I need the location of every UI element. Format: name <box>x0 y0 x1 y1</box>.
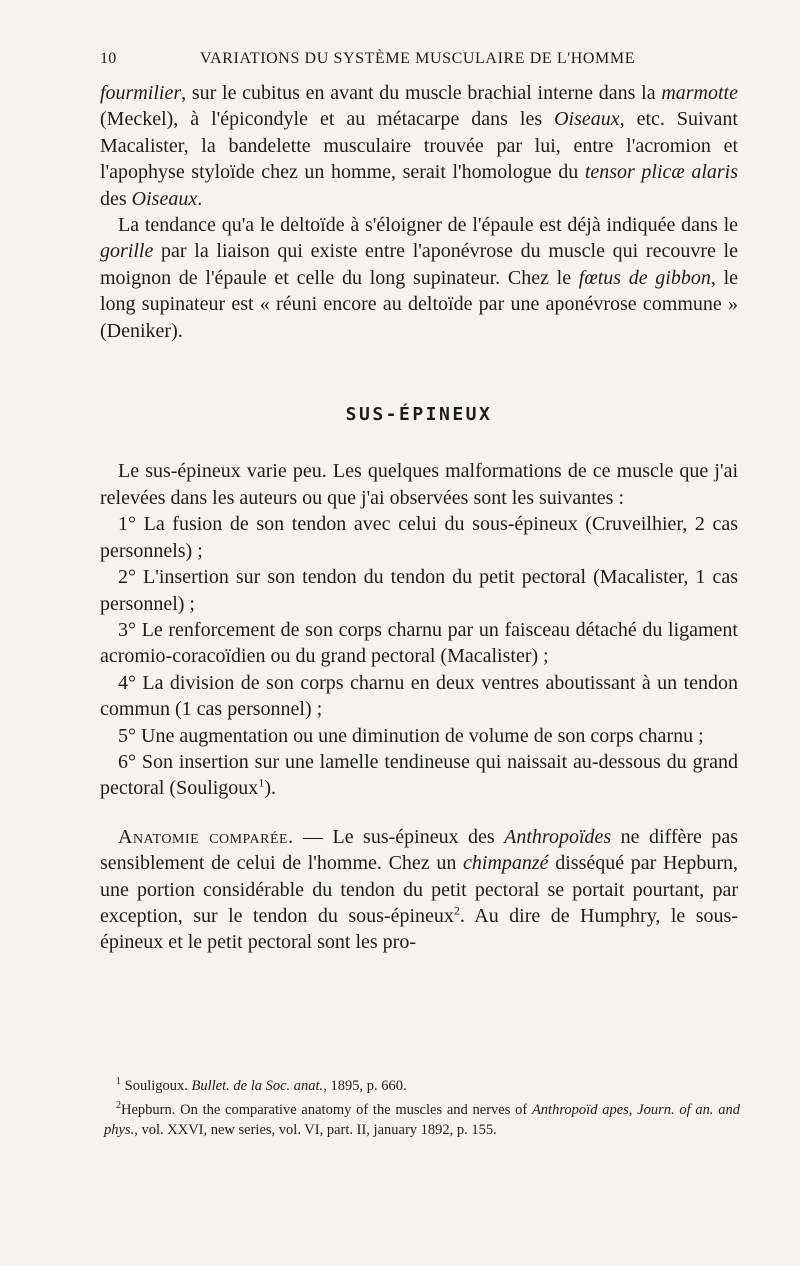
footnote-1 <box>104 1076 740 1096</box>
text-run: , 1895, p. 660. <box>323 1078 407 1094</box>
text-run: chimpanzé <box>463 852 549 875</box>
text-run: des <box>100 187 132 210</box>
running-header <box>100 50 740 76</box>
text-run: 2 <box>453 903 460 918</box>
text-run: Bullet. de la Soc. anat. <box>191 1078 324 1094</box>
footnote-2-text <box>104 1102 740 1138</box>
text-run: Anthropoïd apes <box>531 1102 629 1118</box>
text-run: Oiseaux <box>554 108 620 131</box>
text-run: marmotte <box>661 82 738 104</box>
text-run: ne diffère pas sensiblement de celui de l'homme. Chez un <box>100 825 739 875</box>
list-item-5: 5° Une augmentation ou une diminution de volume de son corps charnu ; <box>118 724 704 747</box>
footnote-1-text <box>121 1078 407 1094</box>
text-run: — Le sus-épineux des <box>293 825 505 848</box>
list-item-6-end: ). <box>264 777 276 800</box>
intro-paragraph-2 <box>100 212 738 344</box>
text-run: La tendance qu'a le deltoïde à s'éloigner de l'épaule est déjà indiquée dans le <box>118 214 738 237</box>
footnote-2 <box>104 1100 740 1140</box>
text-run: Journ. of an. and phys. <box>104 1102 740 1138</box>
footnote-1-mark: 1 <box>116 1076 121 1088</box>
text-run: , le long supinateur est « réuni encore au deltoïde par une aponévrose commune » (Deniker). <box>100 266 739 342</box>
running-title: VARIATIONS DU SYSTÈME MUSCULAIRE DE L'HOMME <box>200 50 636 67</box>
text-run: gorille <box>100 240 154 263</box>
text-run: Hepburn. On the comparative anatomy of the muscles and nerves of <box>121 1102 532 1118</box>
list-item-4: 4° La division de son corps charnu en deux ventres aboutissant à un tendon commun (1 cas personnel) ; <box>100 671 738 721</box>
text-run: , sur le cubitus en avant du muscle brachial interne dans la <box>181 82 662 104</box>
page-number: 10 <box>100 50 117 67</box>
list-item-3: 3° Le renforcement de son corps charnu par un faisceau détaché du ligament acromio-coracoïdien ou du grand pectoral (Macalister) ; <box>100 618 738 668</box>
list-item-2: 2° L'insertion sur son tendon du tendon du petit pectoral (Macalister, 1 cas personnel) ; <box>100 566 738 615</box>
text-run: (Meckel), à l'épicondyle et au métacarpe dans les <box>100 108 555 131</box>
text-run: , <box>628 1102 638 1118</box>
text-run: tensor plicæ alaris <box>584 161 738 184</box>
text-run: Anthropoïdes <box>504 825 612 848</box>
text-run: par la liaison qui existe entre l'aponévrose du muscle qui recouvre le moignon de l'épaule et celle du long supinateur. Chez le <box>100 240 738 289</box>
text-run: fœtus de gibbon <box>578 266 711 289</box>
list-item-6 <box>100 749 738 802</box>
intro-paragraph-1 <box>100 80 738 212</box>
footnote-ref-1: 1 <box>258 775 265 790</box>
list-item-1: 1° La fusion de son tendon avec celui du sous-épineux (Cruveilhier, 2 cas personnels) ; <box>100 513 738 562</box>
text-run: fourmilier <box>100 82 182 104</box>
text-run: . <box>197 187 203 210</box>
text-run: , vol. XXVI, new series, vol. VI, part. II, january 1892, p. 155. <box>134 1122 497 1138</box>
comparative-anatomy-paragraph <box>100 824 738 956</box>
page-body <box>100 80 738 956</box>
list-item-6-text: 6° Son insertion sur une lamelle tendineuse qui naissait au-dessous du grand pectoral (Souligoux <box>100 750 738 800</box>
footnote-2-mark: 2 <box>116 1100 121 1112</box>
text-run: Souligoux. <box>121 1078 192 1094</box>
footnotes <box>104 1076 740 1140</box>
text-run: Oiseaux <box>131 187 198 210</box>
text-run: disséqué par Hepburn, une portion considérable du tendon du petit pectoral se portait pourtant, par exception, sur le tendon du sous-épineux <box>100 852 738 927</box>
section-intro: Le sus-épineux varie peu. Les quelques malformations de ce muscle que j'ai relevées dans les auteurs ou que j'ai observées sont les suivantes : <box>100 460 738 509</box>
comparative-anatomy-label: Anatomie comparée. <box>118 825 294 848</box>
section-heading: SUS-ÉPINEUX <box>345 404 493 426</box>
text-run: . Au dire de Humphry, le sous-épineux et le petit pectoral sont les pro- <box>100 904 738 954</box>
text-run: , etc. Suivant Macalister, la bandelette musculaire trouvée par lui, entre l'acromion et l'apophyse styloïde chez un homme, serait l'homologue du <box>100 108 738 184</box>
